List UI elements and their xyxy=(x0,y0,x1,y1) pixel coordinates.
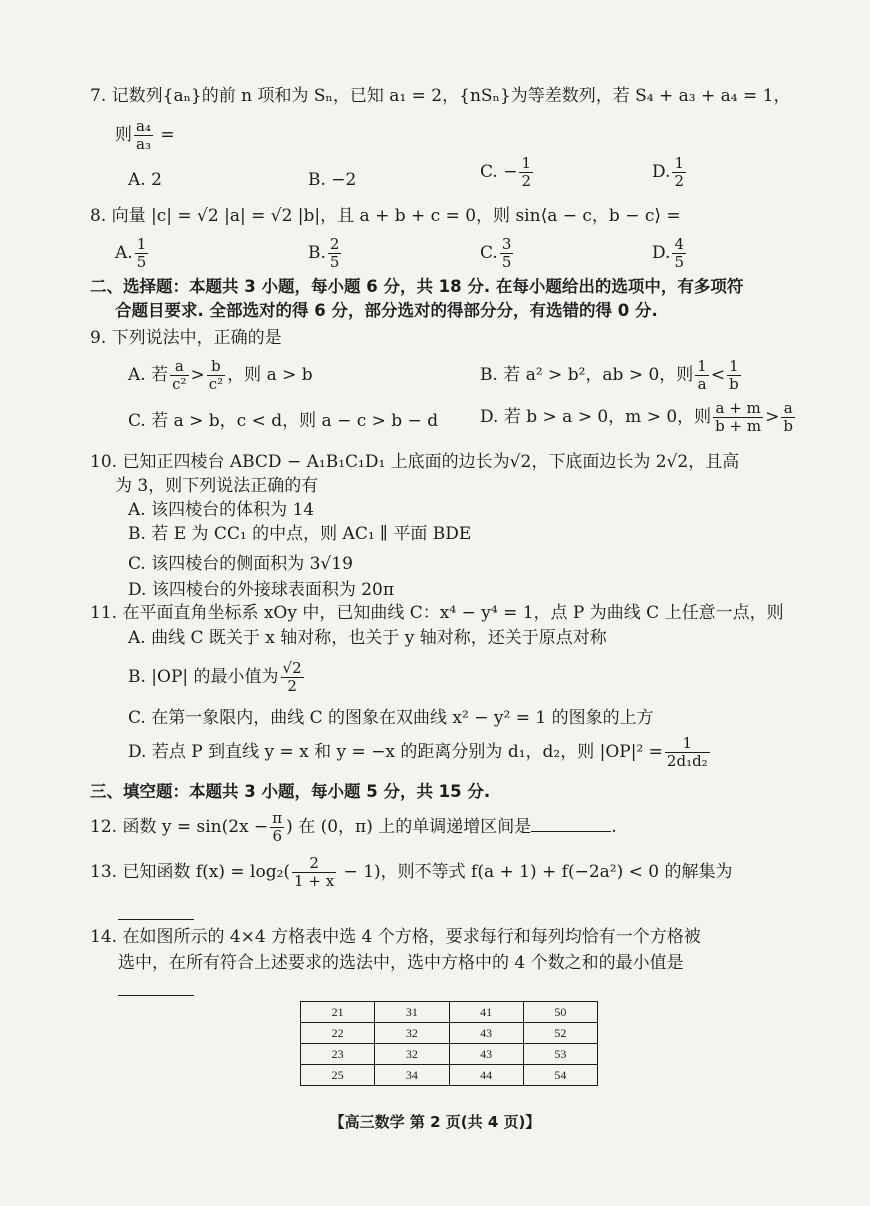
q11-option-c: C. 在第一象限内，曲线 C 的图象在双曲线 x² − y² = 1 的图象的上方 xyxy=(128,708,654,728)
grid-cell: 43 xyxy=(449,1044,523,1065)
grid-cell: 50 xyxy=(523,1002,597,1023)
section-2-heading: 二、选择题：本题共 3 小题，每小题 6 分，共 18 分. 在每小题给出的选项中，有多项符 xyxy=(90,277,744,296)
q14-stem-line1: 14. 在如图所示的 4×4 方格表中选 4 个方格，要求每行和每列均恰有一个方格被 xyxy=(90,927,701,947)
q9-option-c: C. 若 a > b，c < d，则 a − c > b − d xyxy=(128,411,439,431)
grid-row xyxy=(301,1065,598,1086)
grid-cell: 31 xyxy=(375,1002,449,1023)
q10-stem-line1: 10. 已知正四棱台 ABCD − A₁B₁C₁D₁ 上底面的边长为√2，下底面边长为 2√2，且高 xyxy=(90,452,740,472)
grid-cell: 43 xyxy=(449,1023,523,1044)
q13-stem: 13. 已知函数 f(x) = log₂( $\frac{2}{1 + x}$ − 1)，则不等式 f(a + 1) + f(−2a²) < 0 的解集为 xyxy=(90,854,733,890)
q10-option-c: C. 该四棱台的侧面积为 3√19 xyxy=(128,554,353,574)
q12-stem: 12. 函数 y = sin(2x − $\frac{\pi}{6}$ ) 在 (0，π) 上的单调递增区间是 . xyxy=(90,809,617,845)
grid-cell: 25 xyxy=(301,1065,375,1086)
q9-option-d: D. 若 b > a > 0，m > 0，则 $\frac{a + m}{b + m}$ > $\frac{a}{b}$ xyxy=(480,399,793,435)
number-grid xyxy=(300,1001,598,1086)
q11-option-b: B. |OP| 的最小值为 $\frac{√2}{2}$ xyxy=(128,659,302,695)
q14-stem-line2: 选中，在所有符合上述要求的选法中，选中方格中的 4 个数之和的最小值是 xyxy=(118,953,684,973)
grid-cell: 54 xyxy=(523,1065,597,1086)
q10-stem-line2: 为 3，则下列说法正确的有 xyxy=(115,476,319,496)
grid-row xyxy=(301,1002,598,1023)
grid-row xyxy=(301,1044,598,1065)
q10-option-d: D. 该四棱台的外接球表面积为 20π xyxy=(128,580,395,600)
grid-cell: 22 xyxy=(301,1023,375,1044)
q7-option-d: D. $\frac{1}{2}$ xyxy=(652,154,684,190)
grid-row xyxy=(301,1023,598,1044)
q9-option-b: B. 若 a² > b²，ab > 0，则 $\frac{1}{a}$ < $\frac{1}{b}$ xyxy=(480,357,739,393)
grid-cell: 44 xyxy=(449,1065,523,1086)
q12-answer-blank xyxy=(531,813,611,832)
q10-option-b: B. 若 E 为 CC₁ 的中点，则 AC₁ ∥ 平面 BDE xyxy=(128,524,472,544)
q8-option-d: D. $\frac{4}{5}$ xyxy=(652,235,684,271)
section-3-heading: 三、填空题：本题共 3 小题，每小题 5 分，共 15 分. xyxy=(90,782,491,801)
q7-stem-line2: 则 $\frac{\text{a₄}}{\text{a₃}}$ = xyxy=(115,117,175,153)
q11-option-a: A. 曲线 C 既关于 x 轴对称，也关于 y 轴对称，还关于原点对称 xyxy=(128,628,607,648)
grid-cell: 32 xyxy=(375,1044,449,1065)
q13-answer-blank xyxy=(118,919,194,920)
q8-option-b: B. $\frac{2}{5}$ xyxy=(308,235,340,271)
q11-option-d: D. 若点 P 到直线 y = x 和 y = −x 的距离分别为 d₁，d₂，则 |OP|² = $\frac{1}{\text{2d₁d₂}}$ xyxy=(128,734,708,770)
grid-cell: 52 xyxy=(523,1023,597,1044)
q10-option-a: A. 该四棱台的体积为 14 xyxy=(128,500,315,520)
q9-option-a: A. 若 $\frac{a}{\text{c²}}$ > $\frac{b}{\text{c²}}$ ，则 a > b xyxy=(128,357,313,393)
grid-cell: 34 xyxy=(375,1065,449,1086)
q8-stem: 8. 向量 |c| = √2 |a| = √2 |b|，且 a + b + c = 0，则 sin⟨a − c，b − c⟩ = xyxy=(90,206,681,226)
grid-cell: 21 xyxy=(301,1002,375,1023)
section-2-instructions: 合题目要求. 全部选对的得 6 分，部分选对的得部分分，有选错的得 0 分. xyxy=(115,301,658,320)
q9-stem: 9. 下列说法中，正确的是 xyxy=(90,328,282,348)
grid-cell: 53 xyxy=(523,1044,597,1065)
grid-cell: 23 xyxy=(301,1044,375,1065)
q8-option-c: C. $\frac{3}{5}$ xyxy=(480,235,512,271)
q14-answer-blank xyxy=(118,995,194,996)
q7-stem-line1: 7. 记数列{aₙ}的前 n 项和为 Sₙ，已知 a₁ = 2，{nSₙ}为等差数列，若 S₄ + a₃ + a₄ = 1， xyxy=(90,86,791,106)
q7-option-a: A. 2 xyxy=(128,170,162,190)
grid-cell: 32 xyxy=(375,1023,449,1044)
page-footer: 【高三数学 第 2 页(共 4 页)】 xyxy=(329,1113,541,1131)
q7-option-c: C. − $\frac{1}{2}$ xyxy=(480,154,531,190)
q7-option-b: B. −2 xyxy=(308,170,357,190)
grid-cell: 41 xyxy=(449,1002,523,1023)
q8-option-a: A. $\frac{1}{5}$ xyxy=(115,235,147,271)
q11-stem: 11. 在平面直角坐标系 xOy 中，已知曲线 C：x⁴ − y⁴ = 1，点 P 为曲线 C 上任意一点，则 xyxy=(90,603,784,623)
q7-fraction: $\frac{\text{a₄}}{\text{a₃}}$ xyxy=(136,117,151,153)
